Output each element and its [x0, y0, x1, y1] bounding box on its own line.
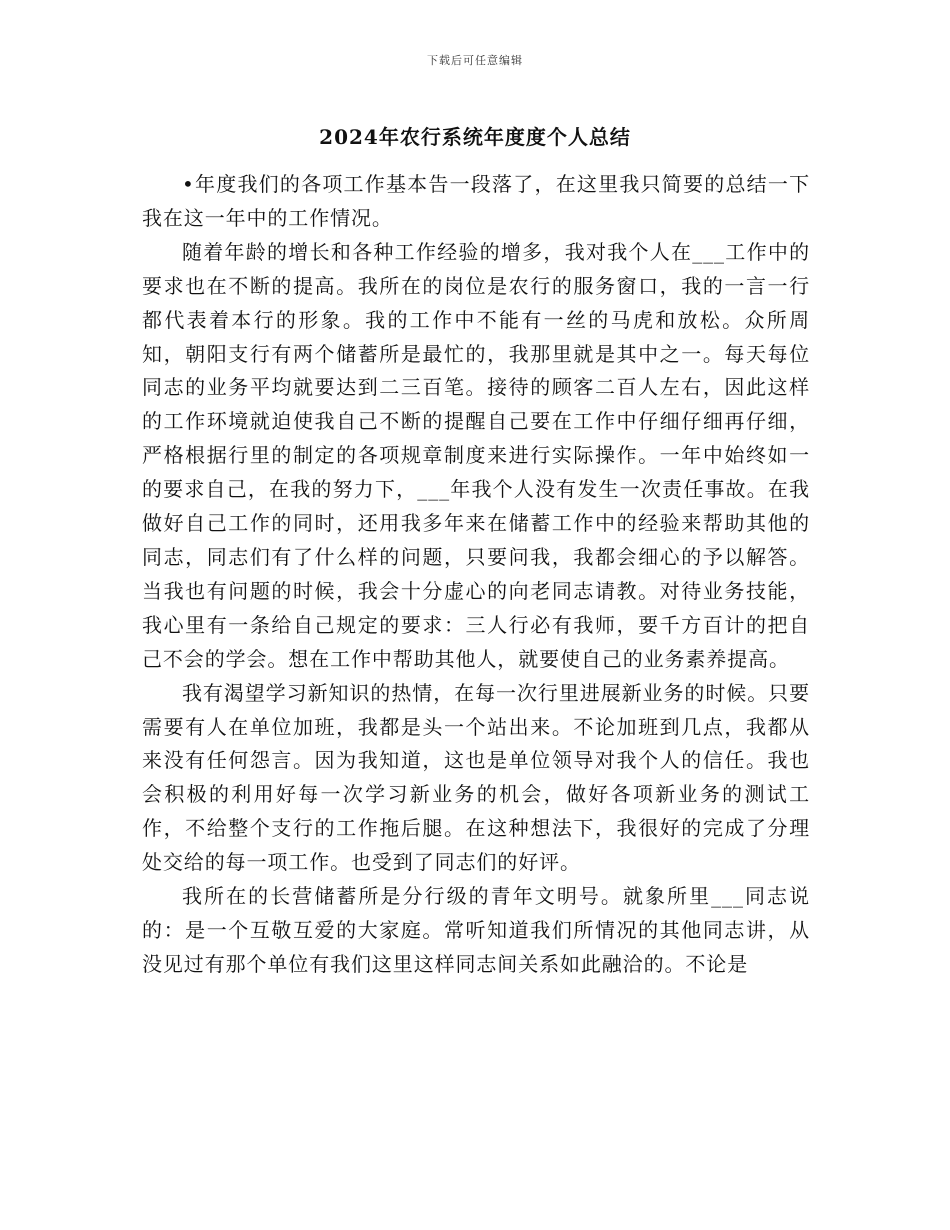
paragraph-work-requirements: 随着年龄的增长和各种工作经验的增多，我对我个人在___工作中的要求也在不断的提高。我所在的岗位是农行的服务窗口，我的一言一行都代表着本行的形象。我的工作中不能有一丝的马虎和放松。众所周知，朝阳支行有两个储蓄所是最忙的，我那里就是其中之一。每天每位同志的业务平均就要达到二三百笔。接待的顾客二百人左右，因此这样的工作环境就迫使我自己不断的提醒自己要在工作中仔细仔细再仔细，严格根据行里的制定的各项规章制度来进行实际操作。一年中始终如一的要求自己，在我的努力下，___年我个人没有发生一次责任事故。在我做好自己工作的同时，还用我多年来在储蓄工作中的经验来帮助其他的同志，同志们有了什么样的问题，只要问我，我都会细心的予以解答。当我也有问题的时候，我会十分虚心的向老同志请教。对待业务技能，我心里有一条给自己规定的要求：三人行必有我师，要千方百计的把自己不会的学会。想在工作中帮助其他人，就要使自己的业务素养提高。	[142, 239, 810, 671]
paragraph-learning: 我有渴望学习新知识的热情，在每一次行里进展新业务的时候。只要需要有人在单位加班，我都是头一个站出来。不论加班到几点，我都从来没有任何怨言。因为我知道，这也是单位领导对我个人的信任。我也会积极的利用好每一次学习新业务的机会，做好各项新业务的测试工作，不给整个支行的工作拖后腿。在这种想法下，我很好的完成了分理处交给的每一项工作。也受到了同志们的好评。	[142, 680, 810, 875]
paragraph-team: 我所在的长营储蓄所是分行级的青年文明号。就象所里___同志说的：是一个互敬互爱的大家庭。常听知道我们所情况的其他同志讲，从没见过有那个单位有我们这里这样同志间关系如此融洽的。不论是	[142, 884, 810, 976]
page-header-note: 下载后可任意编辑	[427, 54, 523, 67]
document-body	[142, 168, 810, 982]
paragraph-intro: •年度我们的各项工作基本告一段落了，在这里我只简要的总结一下我在这一年中的工作情况。	[142, 172, 810, 230]
document-title: 2024年农行系统年度度个人总结	[319, 125, 631, 149]
